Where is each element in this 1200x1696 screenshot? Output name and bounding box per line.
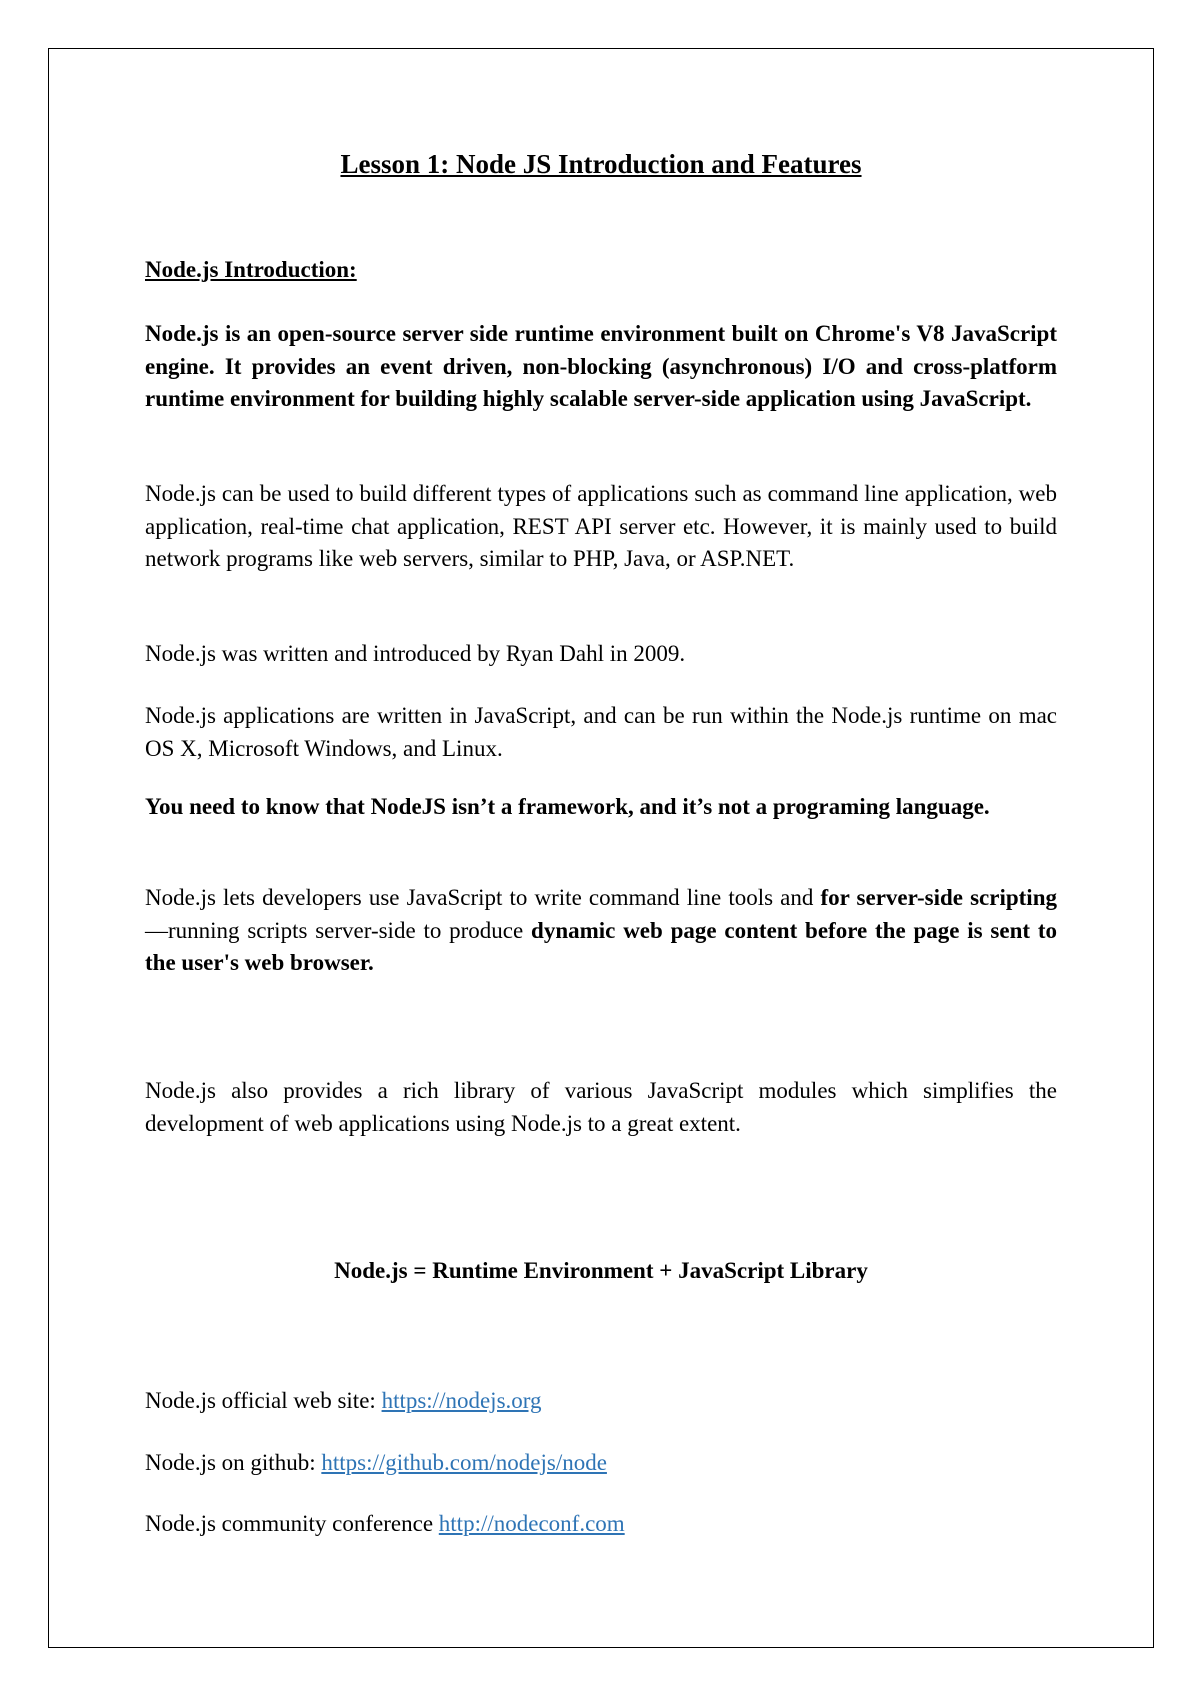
link-label-conference: Node.js community conference xyxy=(145,1511,439,1536)
scripting-text-1: Node.js lets developers use JavaScript to write command line tools and xyxy=(145,885,821,910)
section-heading: Node.js Introduction: xyxy=(145,257,357,282)
link-label-official: Node.js official web site: xyxy=(145,1388,382,1413)
page-title: Lesson 1: Node JS Introduction and Features xyxy=(340,149,862,179)
framework-note-paragraph: You need to know that NodeJS isn’t a framework, and it’s not a programing language. xyxy=(145,794,990,819)
library-paragraph: Node.js also provides a rich library of various JavaScript modules which simplifies the development of web applications using Node.js to a great extent. xyxy=(145,1078,1057,1136)
link-line-conference xyxy=(145,1509,625,1539)
official-site-link[interactable]: https://nodejs.org xyxy=(381,1388,542,1413)
scripting-text-2: for server-side scripting xyxy=(820,885,1057,910)
link-label-github: Node.js on github: xyxy=(145,1450,322,1475)
conference-link[interactable]: http://nodeconf.com xyxy=(438,1511,625,1536)
history-paragraph: Node.js was written and introduced by Ryan Dahl in 2009. xyxy=(145,641,686,666)
link-line-official xyxy=(145,1386,542,1416)
link-line-github xyxy=(145,1448,607,1478)
equation-line: Node.js = Runtime Environment + JavaScript Library xyxy=(334,1258,868,1283)
scripting-paragraph xyxy=(145,882,1057,980)
intro-paragraph: Node.js is an open-source server side runtime environment built on Chrome's V8 JavaScript engine. It provides an event driven, non-blocking (asynchronous) I/O and cross-platform runtime environment for building highly scalable server-side application using JavaScript. xyxy=(145,321,1057,411)
github-link[interactable]: https://github.com/nodejs/node xyxy=(321,1450,607,1475)
applications-paragraph: Node.js can be used to build different types of applications such as command line application, web application, real-time chat application, REST API server etc. However, it is mainly used to build network programs like web servers, similar to PHP, Java, or ASP.NET. xyxy=(145,481,1057,571)
scripting-text-3: —running scripts server-side to produce xyxy=(145,917,532,943)
scripting-text-4: dynamic web page content before the page is sent to the user's web browser. xyxy=(145,917,1058,975)
platforms-paragraph: Node.js applications are written in JavaScript, and can be run within the Node.js runtime on mac OS X, Microsoft Windows, and Linux. xyxy=(145,703,1057,761)
